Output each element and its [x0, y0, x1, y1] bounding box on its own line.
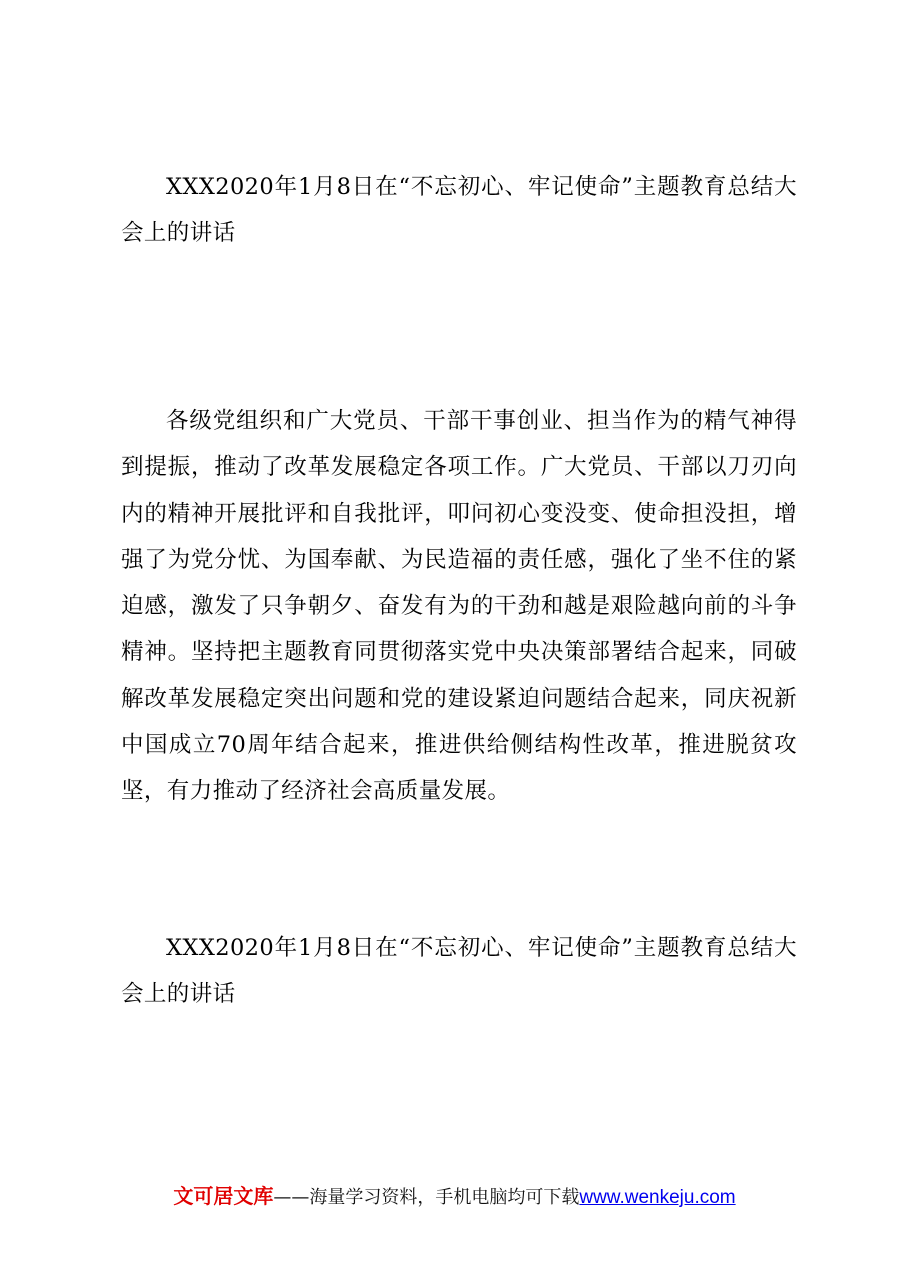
footer-brand: 文可居文库 — [173, 1184, 274, 1208]
document-title-repeat: XXX2020年1月8日在“不忘初心、牢记使命”主题教育总结大会上的讲话 — [121, 935, 797, 1008]
footer-website-link[interactable]: www.wenkeju.com — [579, 1187, 736, 1208]
body-paragraph: 各级党组织和广大党员、干部干事创业、担当作为的精气神得到提振，推动了改革发展稳定各项工作。广大党员、干部以刀刃向内的精神开展批评和自我批评，叩问初心变没变、使命担没担，增强了为党分忧、为国奉献、为民造福的责任感，强化了坐不住的紧迫感，激发了只争朝夕、奋发有为的干劲和越是艰险越向前的斗争精神。坚持把主题教育同贯彻落实党中央决策部署结合起来，同破解改革发展稳定突出问题和党的建设紧迫问题结合起来，同庆祝新中国成立70周年结合起来，推进供给侧结构性改革，推进脱贫攻坚，有力推动了经济社会高质量发展。 — [121, 408, 797, 805]
footer-tagline: ——海量学习资料，手机电脑均可下载 — [273, 1187, 580, 1208]
footer-banner — [0, 1180, 909, 1209]
document-title: XXX2020年1月8日在“不忘初心、牢记使命”主题教育总结大会上的讲话 — [121, 174, 797, 247]
